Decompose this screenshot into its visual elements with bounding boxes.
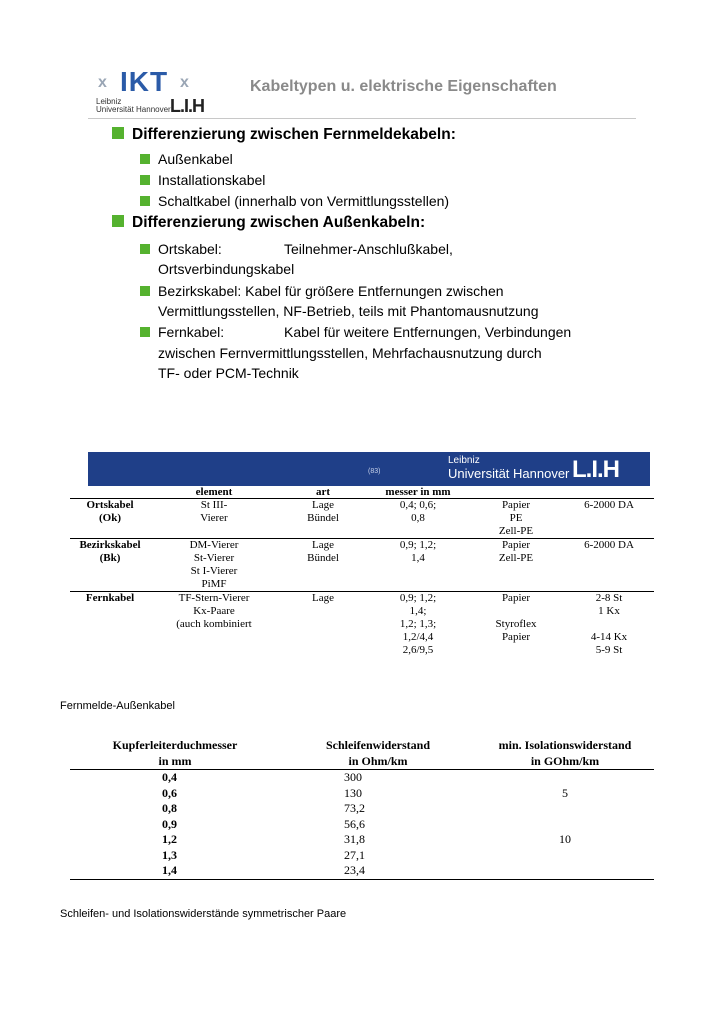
cable-name: Bezirkskabel (Bk) xyxy=(70,539,150,592)
green-square-bullet-icon xyxy=(112,215,124,227)
bullet-fernkabel: Fernkabel: Kabel für weitere Entfernungen, Verbindungen xyxy=(140,324,224,340)
green-square-bullet-icon xyxy=(140,327,150,337)
table-cell: DM-Vierer St-Vierer St I-Vierer PiMF xyxy=(150,539,278,592)
bullet-aussenkabel: Außenkabel xyxy=(140,151,233,167)
cable-name: Fernkabel xyxy=(70,592,150,658)
insulation-cell xyxy=(476,801,654,817)
insulation-cell: 10 xyxy=(559,832,571,846)
table-row xyxy=(70,817,654,833)
resistance-table xyxy=(70,738,654,880)
bullet-fernkabel-cont1: zwischen Fernvermittlungsstellen, Mehrfachausnutzung durch xyxy=(158,345,542,361)
table-row xyxy=(70,592,654,658)
resistance-cell: 300 xyxy=(344,770,362,784)
logo-sub-uni: Universität Hannover xyxy=(96,105,171,114)
header-divider xyxy=(88,118,636,119)
diameter-cell: 0,8 xyxy=(162,801,177,815)
diameter-cell: 1,3 xyxy=(162,847,177,862)
green-square-bullet-icon xyxy=(140,175,150,185)
table-cell: 2-8 St 1 Kx 4-14 Kx 5-9 St xyxy=(564,592,654,658)
table-row xyxy=(70,770,654,786)
logo-x-left-icon: x xyxy=(98,74,107,91)
green-square-bullet-icon xyxy=(140,244,150,254)
table-row xyxy=(70,801,654,817)
table-cell: Lage Bündel xyxy=(278,539,368,592)
table-row xyxy=(70,863,654,879)
footer-uni-text: Universität Hannover xyxy=(448,466,570,481)
table-header-row xyxy=(70,738,654,770)
green-square-bullet-icon xyxy=(112,127,124,139)
bullet-l1-aussenkabel: Differenzierung zwischen Außenkabeln: xyxy=(112,214,425,232)
insulation-cell xyxy=(476,848,654,864)
table1-caption: Fernmelde-Außenkabel xyxy=(60,700,175,712)
header-cell: messer in mm xyxy=(385,486,451,498)
ikt-logo: IKT xyxy=(120,66,169,97)
green-square-bullet-icon xyxy=(140,196,150,206)
header-cell: Kupferleiterduchmesser in mm xyxy=(70,738,280,770)
diameter-cell: 0,9 xyxy=(162,816,177,831)
table-header-partial xyxy=(70,486,654,499)
bullet-fernkabel-cont2: TF- oder PCM-Technik xyxy=(158,365,299,381)
bullet-ortskabel-cont: Ortsverbindungskabel xyxy=(158,261,295,277)
table-row xyxy=(70,832,654,848)
table-cell: 6-2000 DA xyxy=(564,499,654,539)
table-cell: Lage Bündel xyxy=(278,499,368,539)
header-cell: min. Isolationswiderstand in GOhm/km xyxy=(476,738,654,770)
table-row xyxy=(70,499,654,539)
insulation-cell xyxy=(476,817,654,833)
diameter-cell: 1,2 xyxy=(162,832,177,846)
bullet-bezirkskabel: Bezirkskabel: Kabel für größere Entfernungen zwischen xyxy=(140,283,504,299)
table2-caption: Schleifen- und Isolationswiderstände symmetrischer Paare xyxy=(60,908,347,920)
green-square-bullet-icon xyxy=(140,286,150,296)
table-cell: Lage xyxy=(278,592,368,658)
table-cell: Papier Styroflex Papier xyxy=(468,592,564,658)
table-cell: TF-Stern-Vierer Kx-Paare (auch kombiniert xyxy=(150,592,278,658)
resistance-cell: 73,2 xyxy=(344,801,365,815)
header-cell: Schleifenwiderstand in Ohm/km xyxy=(280,738,476,770)
table-cell: 0,9; 1,2; 1,4; 1,2; 1,3; 1,2/4,4 2,6/9,5 xyxy=(368,592,468,658)
insulation-cell xyxy=(476,770,654,786)
slide-title: Kabeltypen u. elektrische Eigenschaften xyxy=(250,78,557,95)
lh-logo-mark: L.I.H xyxy=(170,96,204,116)
table-row xyxy=(70,786,654,802)
green-square-bullet-icon xyxy=(140,154,150,164)
resistance-cell: 56,6 xyxy=(344,816,365,831)
table-cell: 0,9; 1,2; 1,4 xyxy=(368,539,468,592)
footer-lh-logo: L.I.H xyxy=(572,456,619,483)
table-cell: Papier Zell-PE xyxy=(468,539,564,592)
table-cell: St III- Vierer xyxy=(150,499,278,539)
cable-types-table xyxy=(70,486,654,657)
cable-name: Ortskabel (Ok) xyxy=(70,499,150,539)
table-cell: 6-2000 DA xyxy=(564,539,654,592)
bullet-schaltkabel: Schaltkabel (innerhalb von Vermittlungsstellen) xyxy=(140,193,449,209)
header-cell: element xyxy=(195,486,233,498)
header-cell: art xyxy=(315,486,331,498)
logo-x-right-icon: x xyxy=(180,74,189,91)
insulation-cell: 5 xyxy=(562,785,568,800)
table-row xyxy=(70,848,654,864)
resistance-cell: 23,4 xyxy=(280,863,476,879)
diameter-cell: 1,4 xyxy=(70,863,280,879)
bullet-ortskabel: Ortskabel: Teilnehmer-Anschlußkabel, xyxy=(140,241,222,257)
resistance-cell: 31,8 xyxy=(344,832,365,846)
page-number: (83) xyxy=(368,468,381,475)
table-cell: Papier PE Zell-PE xyxy=(468,499,564,539)
resistance-cell: 130 xyxy=(344,785,362,800)
bullet-bezirkskabel-cont: Vermittlungsstellen, NF-Betrieb, teils mit Phantomausnutzung xyxy=(158,303,539,319)
footer-leibniz-text: Leibniz xyxy=(448,455,480,466)
diameter-cell: 0,4 xyxy=(162,770,177,784)
diameter-cell: 0,6 xyxy=(162,785,177,800)
slide xyxy=(68,48,650,486)
resistance-cell: 27,1 xyxy=(344,847,365,862)
bullet-installationskabel: Installationskabel xyxy=(140,172,265,188)
table-cell: 0,4; 0,6; 0,8 xyxy=(368,499,468,539)
logo-sub-leibniz: Leibniz xyxy=(96,97,122,106)
bullet-l1-fernmeldekabel: Differenzierung zwischen Fernmeldekabeln: xyxy=(112,126,456,144)
table-row xyxy=(70,539,654,592)
insulation-cell xyxy=(476,863,654,879)
